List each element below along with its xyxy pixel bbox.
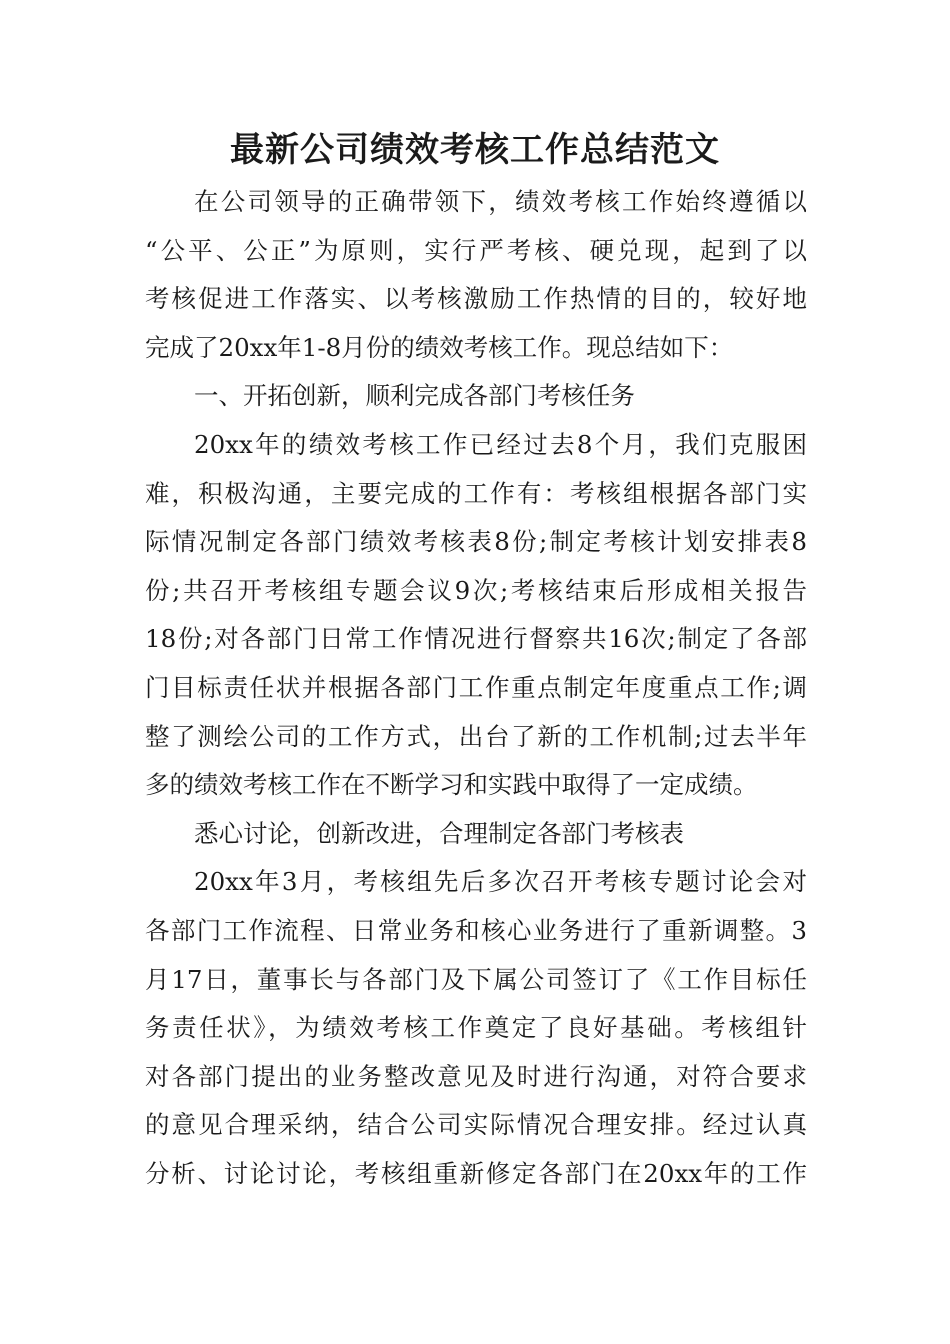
text-line: 考核促进工作落实、以考核激励工作热情的目的，较好地 [145, 284, 807, 314]
text-line: 多的绩效考核工作在不断学习和实践中取得了一定成绩。 [145, 770, 758, 800]
text-line: 一、开拓创新，顺利完成各部门考核任务 [194, 381, 635, 411]
text-line: 悉心讨论，创新改进，合理制定各部门考核表 [194, 818, 684, 848]
paragraph [145, 421, 807, 810]
text-line: 18份;对各部门日常工作情况进行督察共16次;制定了各部 [145, 624, 807, 654]
text-line: 在公司领导的正确带领下，绩效考核工作始终遵循以 [194, 187, 807, 216]
text-line: 际情况制定各部门绩效考核表8份;制定考核计划安排表8 [145, 527, 807, 557]
document-title: 最新公司绩效考核工作总结范文 [230, 130, 720, 170]
section-heading [145, 372, 807, 421]
section-heading [145, 810, 807, 859]
text-line: 整了测绘公司的工作方式，出台了新的工作机制;过去半年 [145, 721, 807, 751]
text-line: 门目标责任状并根据各部门工作重点制定年度重点工作;调 [145, 672, 807, 702]
text-line: 分析、讨论讨论，考核组重新修定各部门在20xx年的工作 [145, 1158, 807, 1188]
paragraph [145, 858, 807, 1198]
text-line: 难，积极沟通，主要完成的工作有：考核组根据各部门实 [145, 478, 807, 508]
text-line: “公平、公正”为原则，实行严考核、硬兑现，起到了以 [145, 235, 807, 265]
text-line: 的意见合理采纳，结合公司实际情况合理安排。经过认真 [145, 1110, 807, 1140]
text-line: 份;共召开考核组专题会议9次;考核结束后形成相关报告 [145, 575, 807, 605]
text-line: 对各部门提出的业务整改意见及时进行沟通，对符合要求 [145, 1061, 807, 1091]
document-body [145, 178, 807, 1198]
text-line: 完成了20xx年1-8月份的绩效考核工作。现总结如下： [145, 332, 734, 362]
text-line: 务责任状》，为绩效考核工作奠定了良好基础。考核组针 [145, 1013, 807, 1043]
text-line: 20xx年3月，考核组先后多次召开考核专题讨论会对 [194, 867, 807, 897]
text-line: 月17日，董事长与各部门及下属公司签订了《工作目标任 [145, 964, 807, 994]
paragraph [145, 178, 807, 372]
text-line: 各部门工作流程、日常业务和核心业务进行了重新调整。3 [145, 915, 807, 945]
text-line: 20xx年的绩效考核工作已经过去8个月，我们克服困 [194, 429, 807, 459]
